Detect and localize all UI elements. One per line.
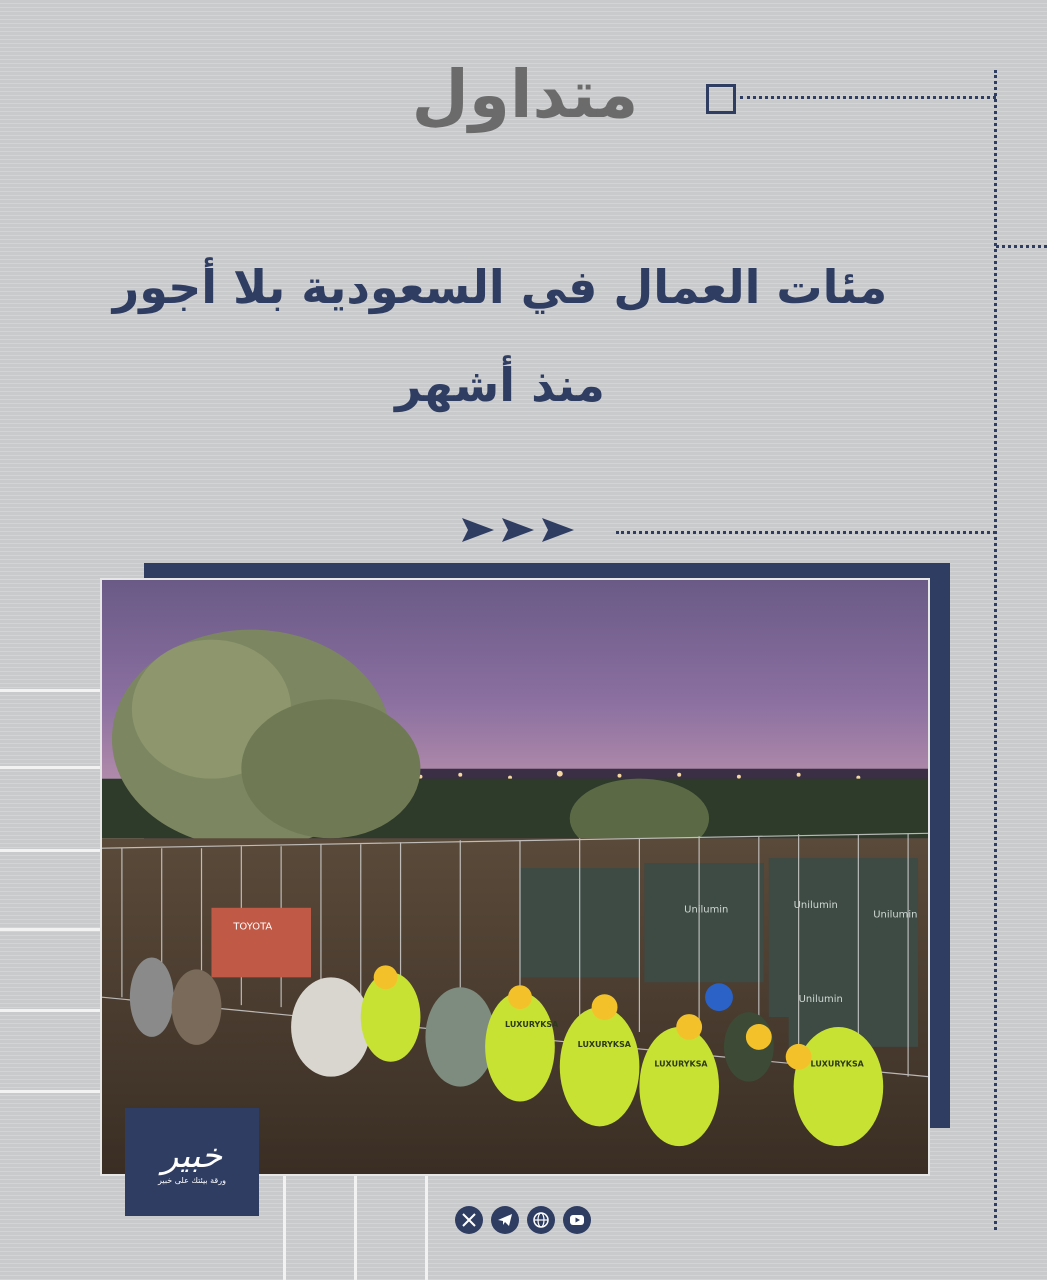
youtube-icon[interactable] bbox=[563, 1206, 591, 1234]
workers-scene-image bbox=[102, 580, 928, 1174]
grid-line bbox=[0, 1009, 100, 1012]
social-links bbox=[455, 1206, 591, 1234]
globe-icon[interactable] bbox=[527, 1206, 555, 1234]
triple-arrow-icon bbox=[462, 514, 578, 546]
vehicle-label: TOYOTA bbox=[233, 921, 273, 933]
vest-label: LUXURYKSA bbox=[654, 1059, 708, 1069]
grid-line bbox=[0, 766, 100, 769]
x-icon[interactable] bbox=[455, 1206, 483, 1234]
grid-line bbox=[0, 928, 100, 931]
fence-label: Unilumin bbox=[684, 904, 729, 916]
grid-line bbox=[0, 849, 100, 852]
header-square-icon bbox=[706, 84, 736, 114]
headline-line-1: مئات العمال في السعودية بلا أجور bbox=[112, 260, 888, 314]
news-photo bbox=[100, 578, 930, 1176]
frame-dotted-vertical bbox=[994, 70, 997, 1230]
logo-tagline: ورقة بيئتك على خبير bbox=[158, 1176, 226, 1185]
grid-line bbox=[283, 1176, 286, 1280]
telegram-icon[interactable] bbox=[491, 1206, 519, 1234]
frame-dotted-right-stub bbox=[996, 245, 1047, 248]
brand-logo bbox=[125, 1108, 259, 1216]
vest-label: LUXURYKSA bbox=[810, 1059, 864, 1069]
fence-label: Unilumin bbox=[798, 994, 843, 1006]
fence-label: Unilumin bbox=[793, 899, 838, 911]
grid-line bbox=[425, 1176, 428, 1280]
headline-line-2: منذ أشهر bbox=[395, 358, 605, 412]
fence-label: Unilumin bbox=[873, 909, 918, 921]
logo-name: خبير bbox=[161, 1136, 223, 1176]
frame-dotted-arrow-line bbox=[616, 531, 996, 534]
grid-line bbox=[0, 689, 100, 692]
vest-label: LUXURYKSA bbox=[505, 1019, 559, 1029]
vest-label: LUXURYKSA bbox=[577, 1039, 631, 1049]
grid-line bbox=[0, 1090, 100, 1093]
frame-dotted-top bbox=[740, 96, 996, 99]
header-title: متداول bbox=[411, 56, 639, 133]
headline bbox=[40, 238, 960, 434]
grid-line bbox=[354, 1176, 357, 1280]
